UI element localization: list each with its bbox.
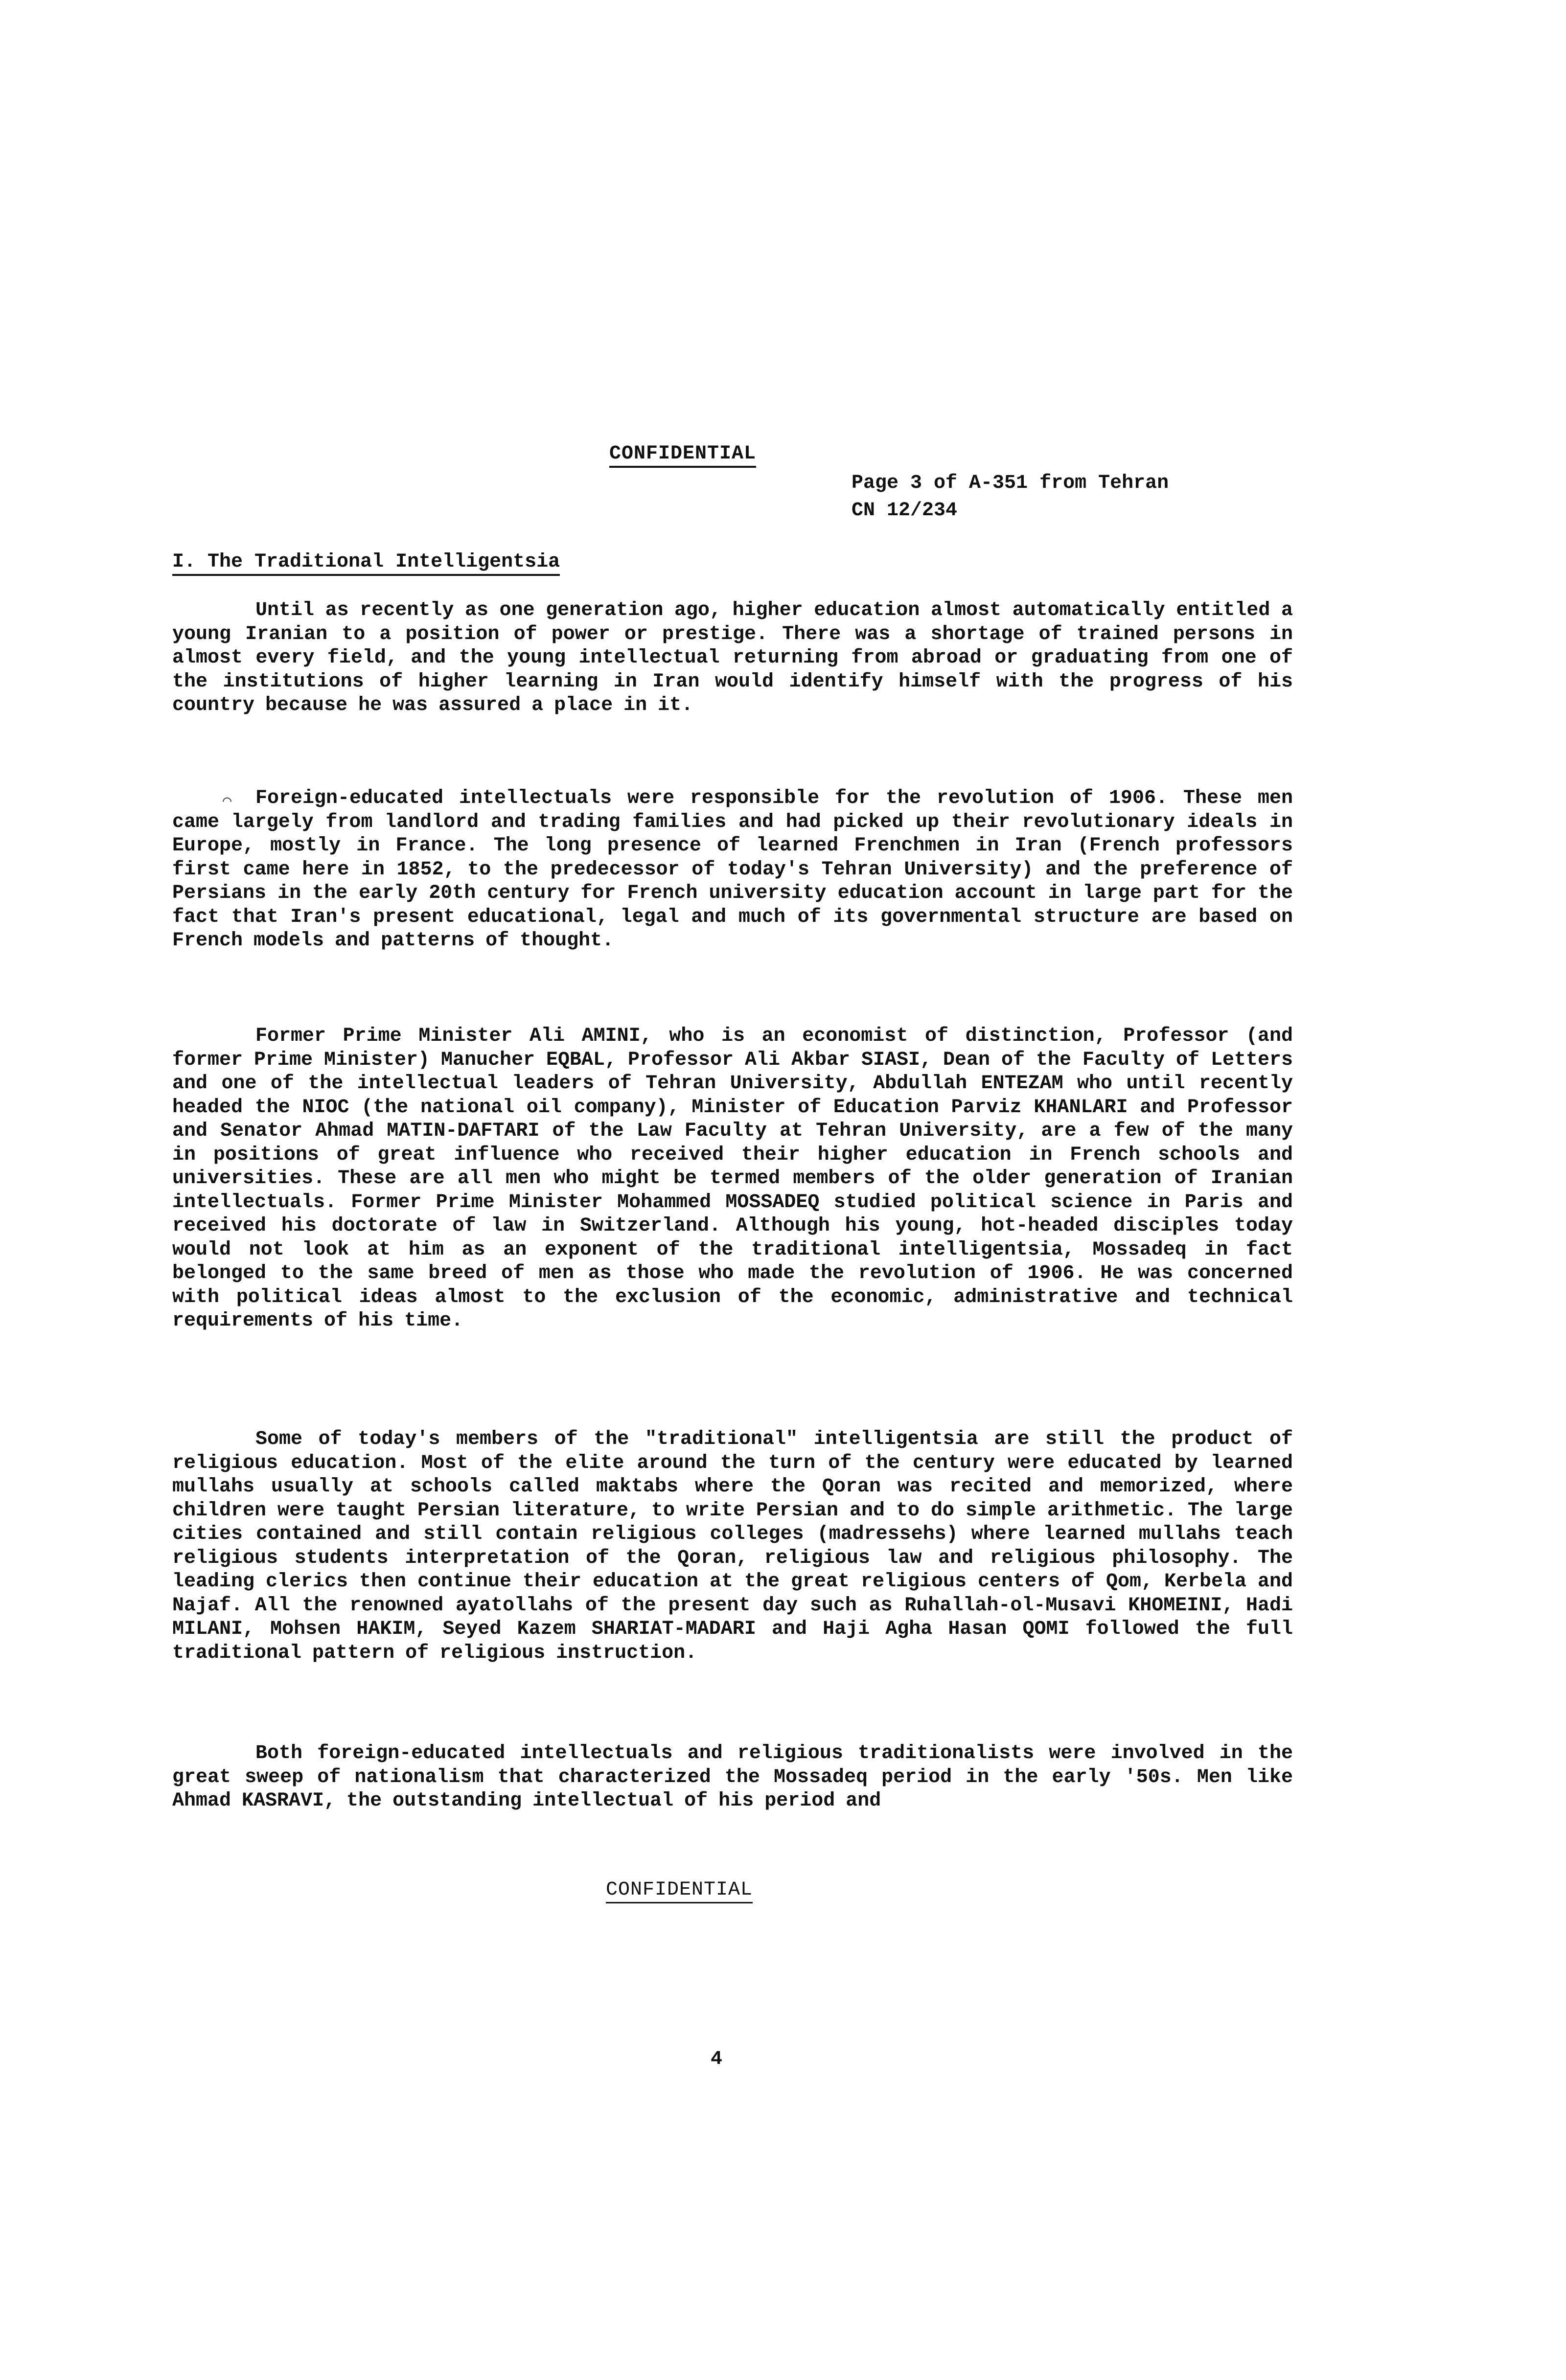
paragraph-3 <box>172 1025 1293 1333</box>
margin-mark: ⌒ <box>223 793 232 810</box>
paragraph-4 <box>172 1428 1293 1665</box>
paragraph-5 <box>172 1742 1293 1813</box>
page-reference-line: Page 3 of A-351 from Tehran <box>852 472 1169 494</box>
page-reference <box>852 470 1169 525</box>
paragraph-text: Both foreign-educated intellectuals and religious traditionalists were involved in the great sweep of nationalism that characterized the Mossadeq period in the early '50s. Men like Ahmad KASRAVI, the outstanding intellectual of his period and <box>172 1742 1293 1812</box>
paragraph-text: Foreign-educated intellectuals were responsible for the revolution of 1906. These men came largely from landlord and trading families and had picked up their revolutionary ideals in Europe, mostly in France. The long presence of learned Frenchmen in Iran (French professors first came here in 1852, to the predecessor of today's Tehran University) and the preference of Persians in the early 20th century for French university education account in large part for the fact that Iran's present educational, legal and much of its governmental structure are based on French models and patterns of thought. <box>172 787 1293 952</box>
paragraph-1 <box>172 599 1293 718</box>
section-heading: I. The Traditional Intelligentsia <box>172 551 560 576</box>
paragraph-text: Some of today's members of the "traditional" intelligentsia are still the product of religious education. Most of the elite around the turn of the century were educated by learned mullahs usually at schools called maktabs where the Qoran was recited and memorized, where children were taught Persian literature, to write Persian and to do simple arithmetic. The large cities contained and still contain religious colleges (madressehs) where learned mullahs teach religious students interpretation of the Qoran, religious law and religious philosophy. The leading clerics then continue their education at the great religious centers of Qom, Kerbela and Najaf. All the renowned ayatollahs of the present day such as Ruhallah-ol-Musavi KHOMEINI, Hadi MILANI, Mohsen HAKIM, Seyed Kazem SHARIAT-MADARI and Haji Agha Hasan QOMI followed the full traditional pattern of religious instruction. <box>172 1428 1293 1664</box>
paragraph-text: Former Prime Minister Ali AMINI, who is an economist of distinction, Professor (and former Prime Minister) Manucher EQBAL, Professor Ali Akbar SIASI, Dean of the Faculty of Letters and one of the intellectual leaders of Tehran University, Abdullah ENTEZAM who until recently headed the NIOC (the national oil company), Minister of Education Parviz KHANLARI and Professor and Senator Ahmad MATIN-DAFTARI of the Law Faculty at Tehran University, are a few of the many in positions of great influence who received their higher education in French schools and universities. These are all men who might be termed members of the older generation of Iranian intellectuals. Former Prime Minister Mohammed MOSSADEQ studied political science in Paris and received his doctorate of law in Switzerland. Although his young, hot-headed disciples today would not look at him as an exponent of the traditional intelligentsia, Mossadeq in fact belonged to the same breed of men as those who made the revolution of 1906. He was concerned with political ideas almost to the exclusion of the economic, administrative and technical requirements of his time. <box>172 1025 1293 1332</box>
cable-number: CN 12/234 <box>852 500 958 522</box>
paragraph-text: Until as recently as one generation ago, higher education almost automatically entitled a young Iranian to a position of power or prestige. There was a shortage of trained persons in almost every field, and the young intellectual returning from abroad or graduating from one of the institutions of higher learning in Iran would identify himself with the progress of his country because he was assured a place in it. <box>172 599 1293 716</box>
classification-footer: CONFIDENTIAL <box>606 1879 753 1903</box>
classification-header: CONFIDENTIAL <box>609 443 756 468</box>
paragraph-2 <box>172 787 1293 953</box>
page-number: 4 <box>711 2048 723 2070</box>
